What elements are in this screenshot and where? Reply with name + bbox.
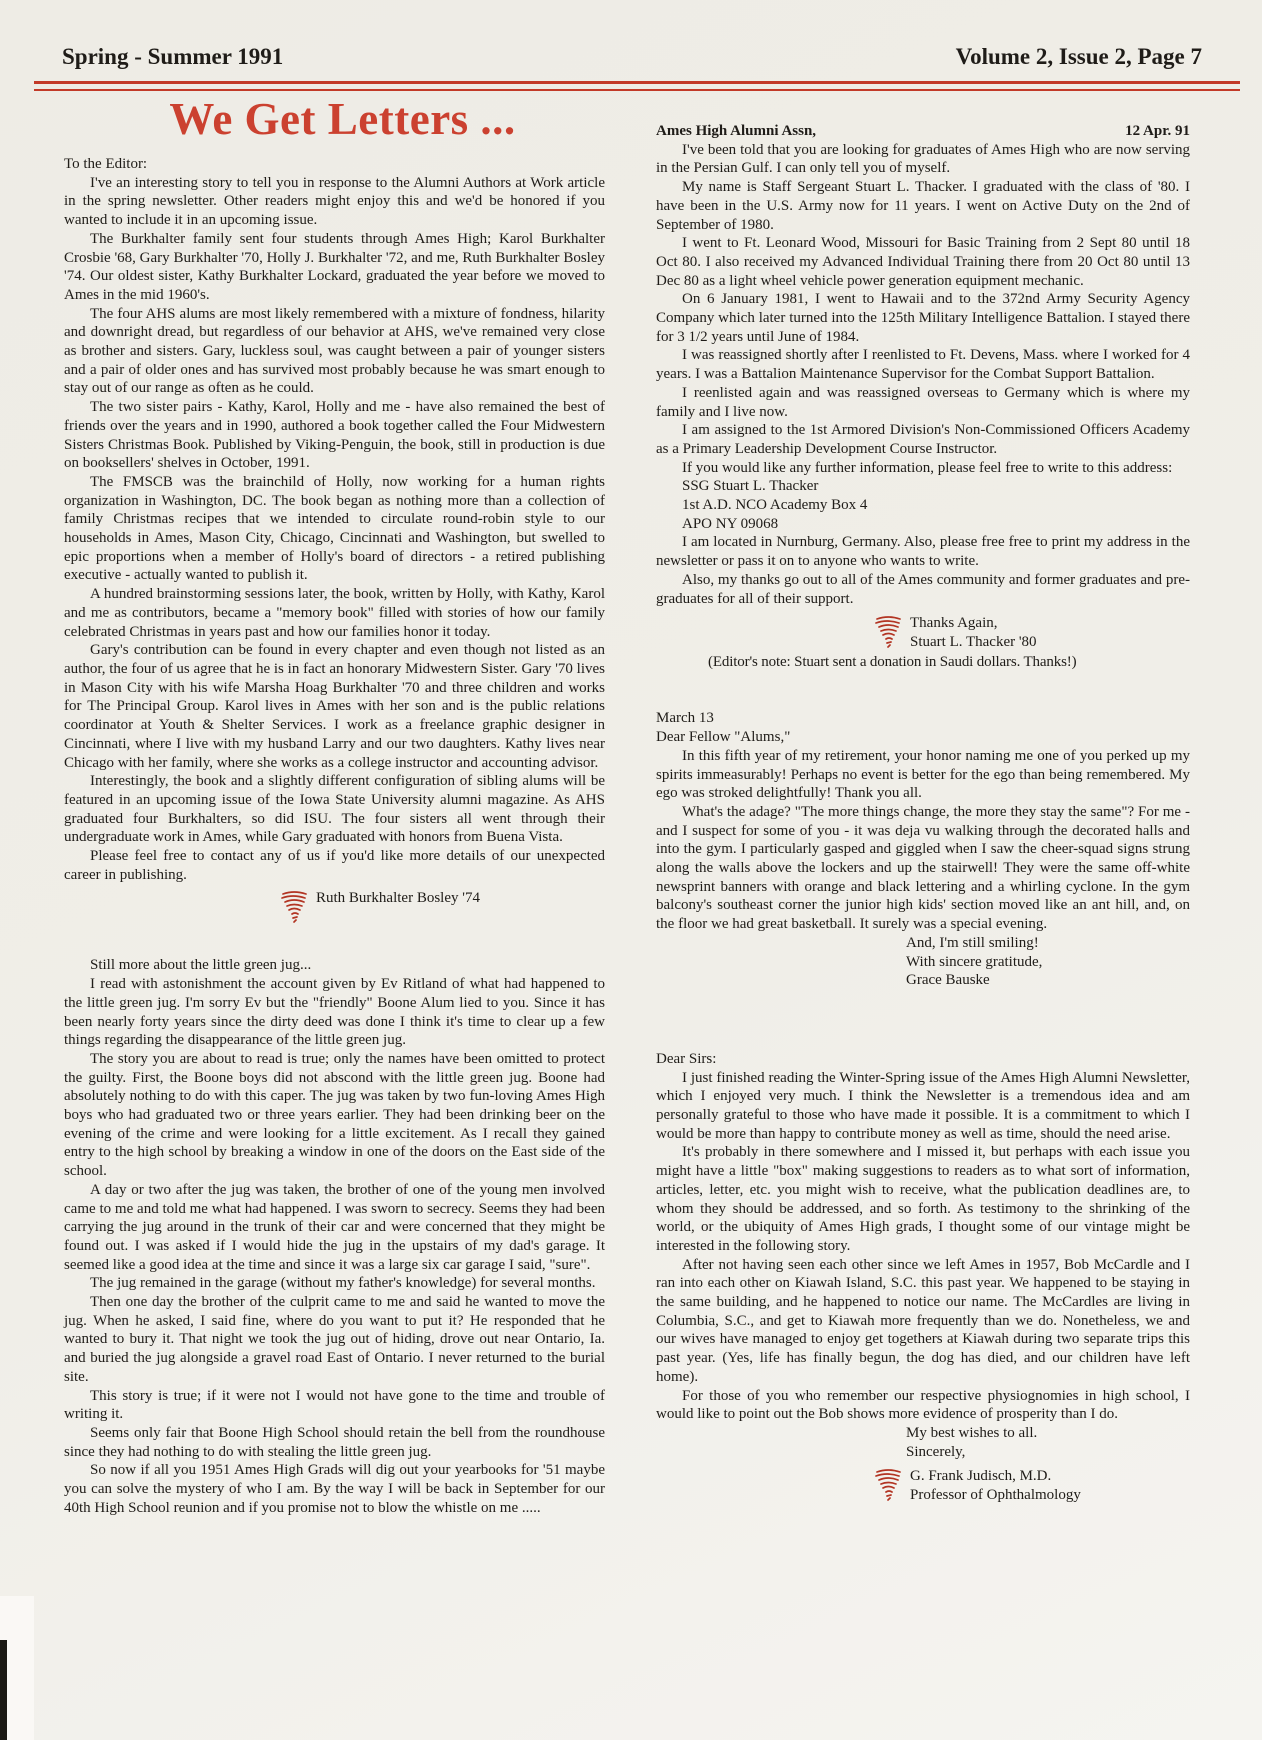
closing-line: My best wishes to all. (906, 1425, 1038, 1441)
cyclone-icon (874, 615, 902, 649)
letter-paragraph: The four AHS alums are most likely remembered with a mixture of fondness, hilarity and downright dread, but regardless of our behavior at AHS, we've remained very close as brother and sisters. Gary, luckless soul, was caught between a pair of younger sisters and a pair of older ones and has survived most probably because he was smart enough to stay out of our range as often as he could. (64, 305, 605, 397)
letter-paragraph: I am assigned to the 1st Armored Division's Non-Commissioned Officers Academy as a Primary Leadership Development Course Instructor. (656, 422, 1190, 457)
page-title: We Get Letters ... (169, 94, 516, 144)
letter-burkhalter (64, 155, 605, 924)
letter-heading (656, 122, 1190, 141)
signature-block (280, 889, 605, 924)
letter-paragraph: The two sister pairs - Kathy, Karol, Holly and me - have also remained the best of friends over the years and in 1990, authored a book together called the Four Midwestern Sisters Christmas Book. Published by Viking-Penguin, the book, still in production is due on booksellers' shelves in October, 1991. (64, 399, 605, 472)
letter-paragraph: I went to Ft. Leonard Wood, Missouri for Basic Training from 2 Sept 80 until 18 Oct 80. I also received my Advanced Individual Training there from 20 Oct 80 until 13 Dec 80 as a light wheel vehicle power generation equipment mechanic. (656, 235, 1190, 289)
left-column (64, 95, 605, 1518)
letter-paragraph: Interestingly, the book and a slightly different configuration of sibling alums will be featured in an upcoming issue of the Iowa State University alumni magazine. As AHS graduated four Burkhalters, so did ISU. The four sisters all went through their undergraduate work in Ames, while Gary graduated with honors from Buena Vista. (64, 773, 605, 846)
letter-paragraph: Please feel free to contact any of us if you'd like more details of our unexpected career in publishing. (64, 848, 605, 883)
letter-body (64, 174, 605, 885)
closing-line: Thanks Again, (910, 615, 998, 632)
letter-date: 12 Apr. 91 (1125, 123, 1190, 139)
letter-paragraph: Then one day the brother of the culprit came to me and said he wanted to move the jug. When he asked, I said fine, where do you want to put it? He responded that he wanted to bury it. That night we took the jug out of hiding, drove out near Ontario, Ia. and buried the jug alongside a gravel road East of Ontario. I never returned to the burial site. (64, 1294, 605, 1385)
letter-paragraph: For those of you who remember our respective physiognomies in high school, I would like to point out the Bob shows more evidence of prosperity than I do. (656, 1387, 1190, 1423)
scan-edge-dark (0, 1640, 7, 1740)
letter-paragraph: Gary's contribution can be found in every chapter and even though not listed as an author, the four of us agree that he is in fact an honorary Midwestern Sister. Gary '70 lives in Mason City with his wife Marsha Hoag Burkhalter '70 and three children and works for The Principal Group. Karol lives in Ames with her son and is the public relations coordinator at Youth & Shelter Services. I work as a freelance graphic designer in Cincinnati, where I live with my husband Larry and our two daughters. Kathy lives near Chicago with her family, where she works as a college instructor and accounting advisor. (64, 642, 605, 771)
letter-paragraph: What's the adage? "The more things change, the more they stay the same"? For me - and I suspect for some of you - it was deja vu walking through the decorated halls and into the gym. I particularly gasped and giggled when I saw the cheer-squad signs strung along the walls above the lockers and up the stairwell! They were the same off-white newsprint banners with orange and black lettering and a whirling cyclone. In the gym balcony's southeast corner the junior high kids' section moved like an ant hill, and, on the floor we had great basketball. It surely was a special evening. (656, 803, 1190, 933)
closing-line: With sincere gratitude, (906, 953, 1043, 970)
editors-note: (Editor's note: Stuart sent a donation in Saudi dollars. Thanks!) (708, 653, 1077, 670)
signature-block (874, 614, 1190, 651)
letter-body (656, 1069, 1190, 1424)
letter-thacker (656, 122, 1190, 671)
letter-paragraph: I've an interesting story to tell you in response to the Alumni Authors at Work article in the spring newsletter. Other readers might enjoy this and we'd be honored if you wanted to include it in an upcoming issue. (64, 174, 605, 229)
letter-paragraph: So now if all you 1951 Ames High Grads will dig out your yearbooks for '51 maybe you can solve the mystery of who I am. By the way I will be back in September for our 40th High School reunion and if you promise not to blow the whistle on me ..... (64, 1462, 605, 1516)
right-column (656, 122, 1190, 1505)
header-rule-top (34, 81, 1240, 84)
header-rule-bottom (34, 89, 1240, 91)
salutation: Dear Fellow "Alums," (656, 729, 791, 746)
masthead-issue: Spring - Summer 1991 (62, 44, 284, 69)
signature-lines (910, 614, 1037, 651)
address-line: 1st A.D. NCO Academy Box 4 (682, 497, 868, 514)
closing-line: And, I'm still smiling! (906, 934, 1039, 951)
address-line: APO NY 09068 (682, 515, 779, 532)
letter-paragraph: I just finished reading the Winter-Spring issue of the Ames High Alumni Newsletter, which I enjoyed very much. I think the Newsletter is a tremendous idea and am personally grateful to those who have made it possible. It is a commitment to which I would be more than happy to contribute money as well as time, should the need arise. (656, 1069, 1190, 1142)
letter-paragraph: Seems only fair that Boone High School should retain the bell from the roundhouse since they had nothing to do with stealing the little green jug. (64, 1425, 605, 1460)
closing-block (906, 1424, 1190, 1461)
closing-block (906, 934, 1190, 990)
closing-line: Sincerely, (906, 1443, 966, 1460)
letter-body (656, 747, 1190, 934)
signature-block (874, 1467, 1190, 1504)
letter-bauske (656, 709, 1190, 990)
cyclone-icon (280, 890, 308, 924)
letter-paragraph: Still more about the little green jug... (90, 957, 312, 974)
letter-paragraph: In this fifth year of my retirement, your honor naming me one of you perked up my spirits immeasurably! Perhaps no event is better for the ego than being remembered. My ego was stroked delightfully! Thank you all. (656, 747, 1190, 802)
letter-body (64, 956, 605, 1517)
closing-line: Grace Bauske (906, 972, 990, 989)
letter-paragraph: I read with astonishment the account given by Ev Ritland of what had happened to the little green jug. I'm sorry Ev but the "friendly" Boone Alum lied to you. Since it has been nearly forty years since the dirty deed was done I think it's time to clear up a few things regarding the disappearance of the little green jug. (64, 976, 605, 1049)
signature-name: Stuart L. Thacker '80 (910, 633, 1037, 650)
letter-date: March 13 (656, 710, 714, 727)
letter-body (656, 533, 1190, 608)
letter-paragraph: Also, my thanks go out to all of the Ames community and former graduates and pre-graduates for all of their support. (656, 571, 1190, 607)
letter-paragraph: On 6 January 1981, I went to Hawaii and to the 372nd Army Security Agency Company which later turned into the 125th Military Intelligence Battalion. I stayed there for 3 1/2 years until June of 1984. (656, 291, 1190, 345)
letter-paragraph: I was reassigned shortly after I reenlisted to Ft. Devens, Mass. where I worked for 4 years. I was a Battalion Maintenance Supervisor for the Combat Support Battalion. (656, 347, 1190, 383)
letter-body (656, 141, 1190, 478)
signature-name: G. Frank Judisch, M.D. (910, 1468, 1052, 1485)
address-line: SSG Stuart L. Thacker (682, 478, 819, 495)
letter-paragraph: If you would like any further information, please feel free to write to this address: (682, 459, 1173, 476)
cyclone-icon (874, 1468, 902, 1502)
signature-name: Ruth Burkhalter Bosley '74 (316, 890, 480, 907)
signature-lines (910, 1467, 1081, 1504)
letter-paragraph: I've been told that you are looking for graduates of Ames High who are now serving in the Persian Gulf. I can only tell you of myself. (656, 141, 1190, 177)
letter-paragraph: My name is Staff Sergeant Stuart L. Thacker. I graduated with the class of '80. I have been in the U.S. Army now for 11 years. I went on Active Duty on the 2nd of September of 1980. (656, 179, 1190, 233)
signature-title: Professor of Ophthalmology (910, 1487, 1081, 1504)
salutation: Dear Sirs: (656, 1050, 717, 1067)
letter-paragraph: A day or two after the jug was taken, the brother of one of the young men involved came to me and told me what had happened. I was sworn to secrecy. Seems they had been carrying the jug around in the trunk of their car and were concerned that they might be found out. I was asked if I would hide the jug in the upstairs of my dad's garage. It seemed like a good idea at the time and since it was a large six car garage I said, "sure". (64, 1181, 605, 1273)
salutation: To the Editor: (64, 156, 148, 172)
letter-paragraph: After not having seen each other since we left Ames in 1957, Bob McCardle and I ran into each other on Kiawah Island, S.C. this past year. We happened to be staying in the same building, and he happened to notice our name. The McCardles are living in Columbia, S.C., and get to Kiawah more frequently than we do. Nonetheless, we and our wives have managed to enjoy get togethers at Kiawah during two separate trips this past year. (Yes, life has finally begun, the dog has died, and our children have left home). (656, 1256, 1190, 1385)
letter-paragraph: I reenlisted again and was reassigned overseas to Germany which is where my family and I live now. (656, 384, 1190, 420)
letter-paragraph: I am located in Nurnburg, Germany. Also, please free free to print my address in the newsletter or pass it on to anyone who wants to write. (656, 534, 1190, 570)
addressee: Ames High Alumni Assn, (656, 123, 817, 139)
address-block (656, 477, 1190, 533)
letter-paragraph: The FMSCB was the brainchild of Holly, now working for a human rights organization in Washington, DC. The book began as nothing more than a collection of family Christmas recipes that we intended to circulate round-robin style to our households in Ames, Mason City, Chicago, Cincinnati and Washington, but swelled to epic proportions when a member of Holly's board of directors - a retired publishing executive - actually wanted to publish it. (64, 473, 605, 584)
letter-paragraph: A hundred brainstorming sessions later, the book, written by Holly, with Kathy, Karol and me as contributors, became a "memory book" filled with stories of how our family celebrated Christmas in years past and how our families honor it today. (64, 586, 605, 640)
letter-paragraph: The story you are about to read is true; only the names have been omitted to protect the guilty. First, the Boone boys did not abscond with the little green jug. Boone had absolutely nothing to do with this caper. The jug was taken by two fun-loving Ames High boys who had graduated two or three years earlier. They had been drinking beer on the evening of the crime and were looking for a little excitement. As I recall they gained entry to the high school by breaking a window in one of the doors on the East side of the school. (64, 1050, 605, 1180)
letter-paragraph: This story is true; if it were not I would not have gone to the time and trouble of writing it. (64, 1387, 605, 1423)
letter-green-jug (64, 956, 605, 1517)
letter-judisch (656, 1050, 1190, 1505)
letter-paragraph: It's probably in there somewhere and I missed it, but perhaps with each issue you might have a little "box" making suggestions to readers as to what sort of information, articles, letter, etc. you might wish to receive, what the publication deadlines are, to whom they should be addressed, and so forth. As testimony to the shrinking of the world, or the ubiquity of Ames High grads, I thought some of our vintage might be interested in the following story. (656, 1144, 1190, 1254)
masthead-volume: Volume 2, Issue 2, Page 7 (955, 44, 1202, 69)
letter-paragraph: The jug remained in the garage (without my father's knowledge) for several months. (90, 1275, 596, 1292)
letter-paragraph: The Burkhalter family sent four students through Ames High; Karol Burkhalter Crosbie '68, Gary Burkhalter '70, Holly J. Burkhalter '72, and me, Ruth Burkhalter Bosley '74. Our oldest sister, Kathy Burkhalter Lockard, graduated the year before we moved to Ames in the mid 1960's. (64, 230, 605, 303)
